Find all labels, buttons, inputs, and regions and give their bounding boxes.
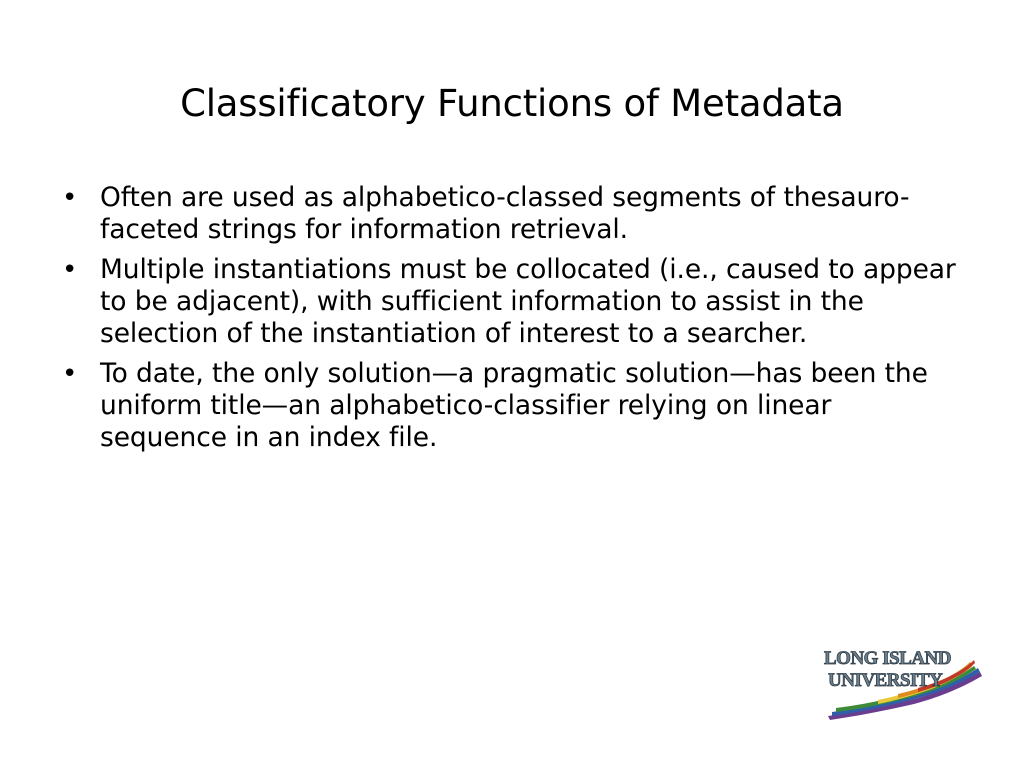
bullet-item — [62, 182, 962, 246]
bullet-list — [62, 182, 962, 462]
logo-line2: UNIVERSITY — [828, 670, 943, 691]
bullet-text: Multiple instantiations must be collocated (i.e., caused to appear to be adjacent), with sufficient information to assist in the selection of the instantiation of interest to a searcher. — [100, 254, 956, 349]
bullet-icon: • — [62, 183, 78, 213]
logo-line1: LONG ISLAND — [824, 648, 951, 669]
bullet-icon: • — [62, 359, 78, 389]
university-logo — [818, 640, 988, 724]
bullet-item — [62, 358, 962, 454]
bullet-text: To date, the only solution—a pragmatic solution—has been the uniform title—an alphabetico-classifier relying on linear sequence in an index file. — [100, 358, 928, 453]
bullet-text: Often are used as alphabetico-classed segments of thesauro-faceted strings for information retrieval. — [100, 182, 910, 245]
slide-title: Classificatory Functions of Metadata — [180, 82, 844, 125]
bullet-item — [62, 254, 962, 350]
bullet-icon: • — [62, 255, 78, 285]
university-logo-icon — [818, 640, 988, 724]
